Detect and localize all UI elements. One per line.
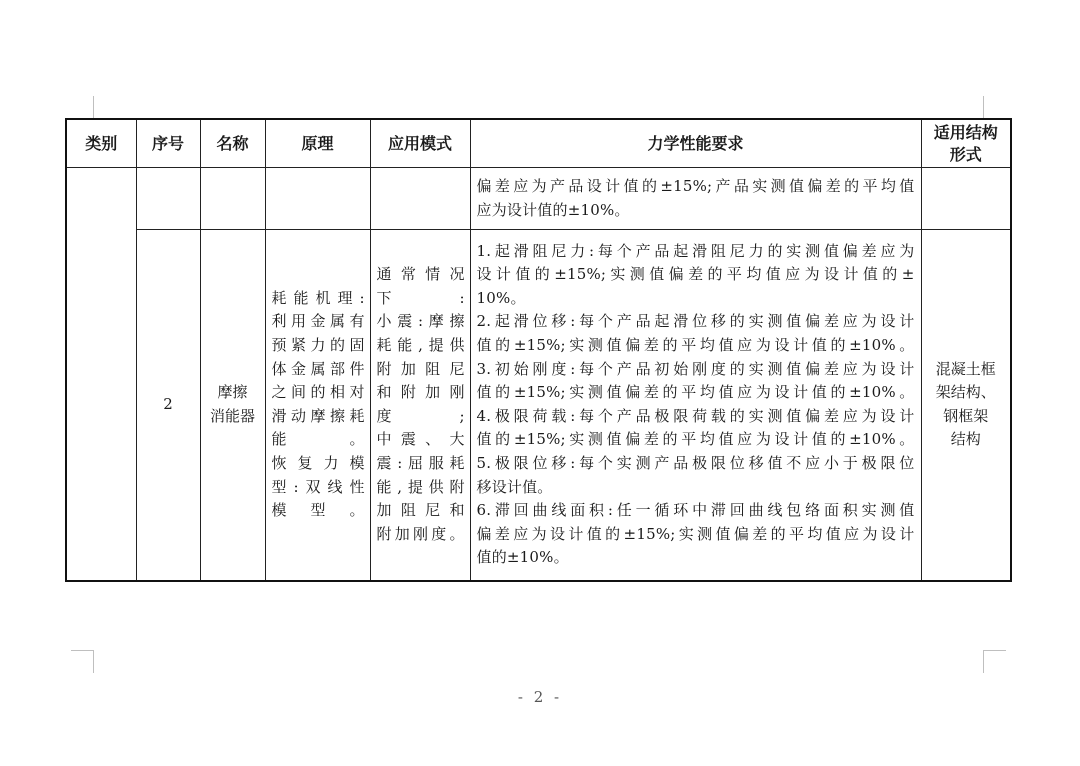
damper-spec-table bbox=[65, 118, 1012, 582]
row-principle: 耗能机理: 利用金属有 预紧力的固 体金属部件 之间的相对 滑动摩擦耗 能。 恢复力模 型:双线性 模型。 bbox=[265, 230, 370, 581]
header-mode: 应用模式 bbox=[370, 119, 470, 168]
header-category: 类别 bbox=[66, 119, 136, 168]
table-row bbox=[66, 230, 1011, 581]
header-name: 名称 bbox=[200, 119, 265, 168]
category-cell bbox=[66, 168, 136, 581]
continuation-number-cell bbox=[136, 168, 200, 230]
crop-mark-bottom-right bbox=[983, 650, 1006, 673]
header-row bbox=[66, 119, 1011, 168]
crop-mark-top-left bbox=[71, 96, 94, 118]
row-requirements: 1.起滑阻尼力:每个产品起滑阻尼力的实测值偏差应为 设计值的±15%;实测值偏差的平均值应为设计值的± 10%。 2.起滑位移:每个产品起滑位移的实测值偏差应为设计 值的±15%;实测值偏差的平均值应为设计值的±10%。 3.初始刚度:每个产品初始刚度的实测值偏差应为设计 值的±15%;实测值偏差的平均值应为设计值的±10%。 4.极限荷载:每个产品极限荷载的实测值偏差应为设计 值的±15%;实测值偏差的平均值应为设计值的±10%。 5.极限位移:每个实测产品极限位移值不应小于极限位 移设计值。 6.滞回曲线面积:任一循环中滞回曲线包络面积实测值 偏差应为设计值的±15%;实测值偏差的平均值应为设计 值的±10%。 bbox=[470, 230, 921, 581]
row-number: 2 bbox=[136, 230, 200, 581]
page-number: - 2 - bbox=[517, 688, 563, 706]
continuation-structure-cell bbox=[921, 168, 1011, 230]
continuation-name-cell bbox=[200, 168, 265, 230]
continuation-principle-cell bbox=[265, 168, 370, 230]
continuation-row bbox=[66, 168, 1011, 230]
continuation-mode-cell bbox=[370, 168, 470, 230]
continuation-requirements-cell: 偏差应为产品设计值的±15%;产品实测值偏差的平均值 应为设计值的±10%。 bbox=[470, 168, 921, 230]
header-structure: 适用结构 形式 bbox=[921, 119, 1011, 168]
header-number: 序号 bbox=[136, 119, 200, 168]
row-name: 摩擦 消能器 bbox=[200, 230, 265, 581]
crop-mark-top-right bbox=[983, 96, 1006, 118]
header-principle: 原理 bbox=[265, 119, 370, 168]
row-application-mode: 通常情况 下: 小震:摩擦 耗能,提供 附加阻尼 和附加刚 度; 中震、大 震:屈服耗 能,提供附 加阻尼和 附加刚度。 bbox=[370, 230, 470, 581]
crop-mark-bottom-left bbox=[71, 650, 94, 673]
header-requirements: 力学性能要求 bbox=[470, 119, 921, 168]
row-structure: 混凝土框 架结构、 钢框架 结构 bbox=[921, 230, 1011, 581]
